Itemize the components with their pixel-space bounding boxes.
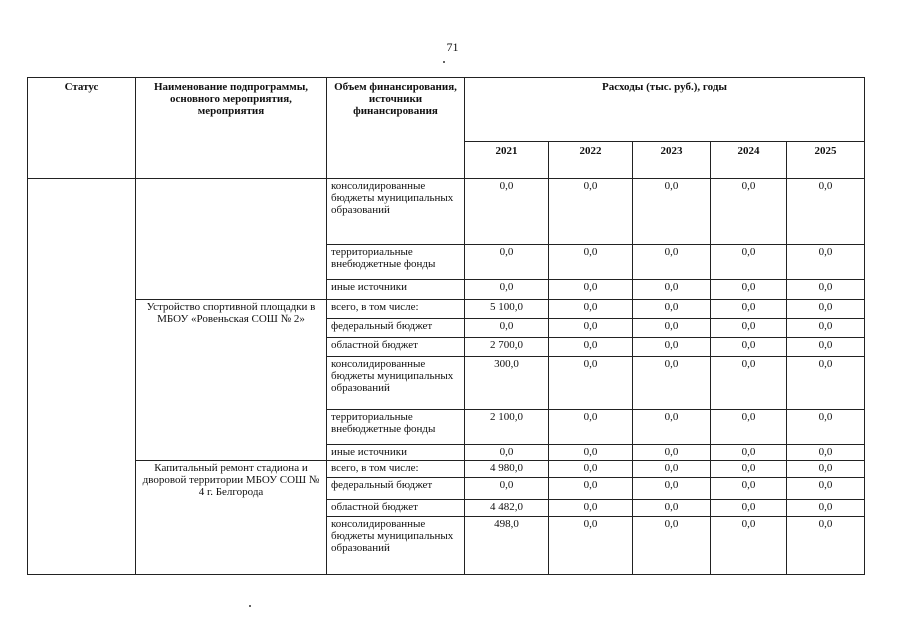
value-cell: 0,0 [549, 179, 633, 245]
value-cell: 0,0 [787, 319, 865, 338]
value-cell: 0,0 [549, 338, 633, 357]
value-cell: 0,0 [633, 338, 711, 357]
scan-dot [443, 61, 445, 63]
value-cell: 0,0 [711, 517, 787, 575]
value-cell: 2 700,0 [465, 338, 549, 357]
value-cell: 300,0 [465, 357, 549, 410]
value-cell: 0,0 [549, 445, 633, 461]
value-cell: 0,0 [711, 478, 787, 500]
value-cell: 4 482,0 [465, 500, 549, 517]
value-cell: 0,0 [549, 461, 633, 478]
value-cell: 0,0 [711, 300, 787, 319]
value-cell: 0,0 [787, 461, 865, 478]
funding-source: федеральный бюджет [327, 478, 465, 500]
activity-name: Капитальный ремонт стадиона и дворовой территории МБОУ СОШ № 4 г. Белгорода [136, 461, 327, 575]
value-cell: 0,0 [633, 517, 711, 575]
value-cell: 0,0 [711, 410, 787, 445]
value-cell: 498,0 [465, 517, 549, 575]
value-cell: 0,0 [711, 500, 787, 517]
value-cell: 0,0 [711, 461, 787, 478]
scan-dot [249, 605, 251, 607]
funding-source: иные источники [327, 445, 465, 461]
funding-source: консолидированные бюджеты муниципальных образований [327, 357, 465, 410]
funding-source: иные источники [327, 280, 465, 300]
value-cell: 0,0 [633, 319, 711, 338]
funding-source: всего, в том числе: [327, 300, 465, 319]
value-cell: 0,0 [787, 517, 865, 575]
value-cell: 0,0 [711, 445, 787, 461]
value-cell: 5 100,0 [465, 300, 549, 319]
value-cell: 0,0 [549, 517, 633, 575]
header-expenses: Расходы (тыс. руб.), годы [465, 78, 865, 142]
funding-source: консолидированные бюджеты муниципальных образований [327, 517, 465, 575]
table-row [28, 300, 865, 319]
value-cell: 4 980,0 [465, 461, 549, 478]
value-cell: 0,0 [787, 300, 865, 319]
value-cell: 0,0 [549, 500, 633, 517]
value-cell: 0,0 [787, 478, 865, 500]
value-cell: 0,0 [787, 280, 865, 300]
header-year: 2024 [711, 142, 787, 179]
value-cell: 0,0 [465, 179, 549, 245]
header-year: 2023 [633, 142, 711, 179]
value-cell: 0,0 [633, 179, 711, 245]
value-cell: 0,0 [711, 357, 787, 410]
funding-source: территориальные внебюджетные фонды [327, 410, 465, 445]
value-cell: 0,0 [549, 410, 633, 445]
value-cell: 0,0 [549, 245, 633, 280]
header-year: 2025 [787, 142, 865, 179]
value-cell: 0,0 [465, 478, 549, 500]
value-cell: 0,0 [465, 280, 549, 300]
value-cell: 0,0 [787, 357, 865, 410]
value-cell: 0,0 [633, 357, 711, 410]
header-name: Наименование подпрограммы, основного мероприятия, мероприятия [136, 78, 327, 179]
value-cell: 0,0 [549, 478, 633, 500]
value-cell: 0,0 [633, 461, 711, 478]
header-volume: Объем финансирования, источники финансирования [327, 78, 465, 179]
value-cell: 0,0 [633, 478, 711, 500]
value-cell: 0,0 [711, 338, 787, 357]
value-cell: 0,0 [633, 300, 711, 319]
value-cell: 0,0 [633, 280, 711, 300]
value-cell: 0,0 [633, 245, 711, 280]
value-cell: 2 100,0 [465, 410, 549, 445]
value-cell: 0,0 [711, 179, 787, 245]
value-cell: 0,0 [787, 245, 865, 280]
value-cell: 0,0 [465, 445, 549, 461]
activity-name [136, 179, 327, 300]
page-number: 71 [446, 40, 459, 54]
value-cell: 0,0 [633, 500, 711, 517]
status-cell [28, 179, 136, 575]
value-cell: 0,0 [787, 500, 865, 517]
value-cell: 0,0 [465, 319, 549, 338]
value-cell: 0,0 [549, 300, 633, 319]
value-cell: 0,0 [787, 338, 865, 357]
funding-source: областной бюджет [327, 338, 465, 357]
value-cell: 0,0 [549, 280, 633, 300]
value-cell: 0,0 [633, 410, 711, 445]
table-row [28, 179, 865, 245]
value-cell: 0,0 [711, 319, 787, 338]
value-cell: 0,0 [787, 410, 865, 445]
value-cell: 0,0 [465, 245, 549, 280]
table-row [28, 461, 865, 478]
header-year: 2021 [465, 142, 549, 179]
value-cell: 0,0 [711, 245, 787, 280]
value-cell: 0,0 [787, 179, 865, 245]
value-cell: 0,0 [549, 357, 633, 410]
value-cell: 0,0 [549, 319, 633, 338]
funding-source: территориальные внебюджетные фонды [327, 245, 465, 280]
funding-source: всего, в том числе: [327, 461, 465, 478]
header-year: 2022 [549, 142, 633, 179]
funding-source: консолидированные бюджеты муниципальных образований [327, 179, 465, 245]
activity-name: Устройство спортивной площадки в МБОУ «Ровеньская СОШ № 2» [136, 300, 327, 461]
funding-source: областной бюджет [327, 500, 465, 517]
funding-source: федеральный бюджет [327, 319, 465, 338]
header-status: Статус [28, 78, 136, 179]
financing-table [27, 77, 865, 575]
value-cell: 0,0 [633, 445, 711, 461]
value-cell: 0,0 [711, 280, 787, 300]
value-cell: 0,0 [787, 445, 865, 461]
